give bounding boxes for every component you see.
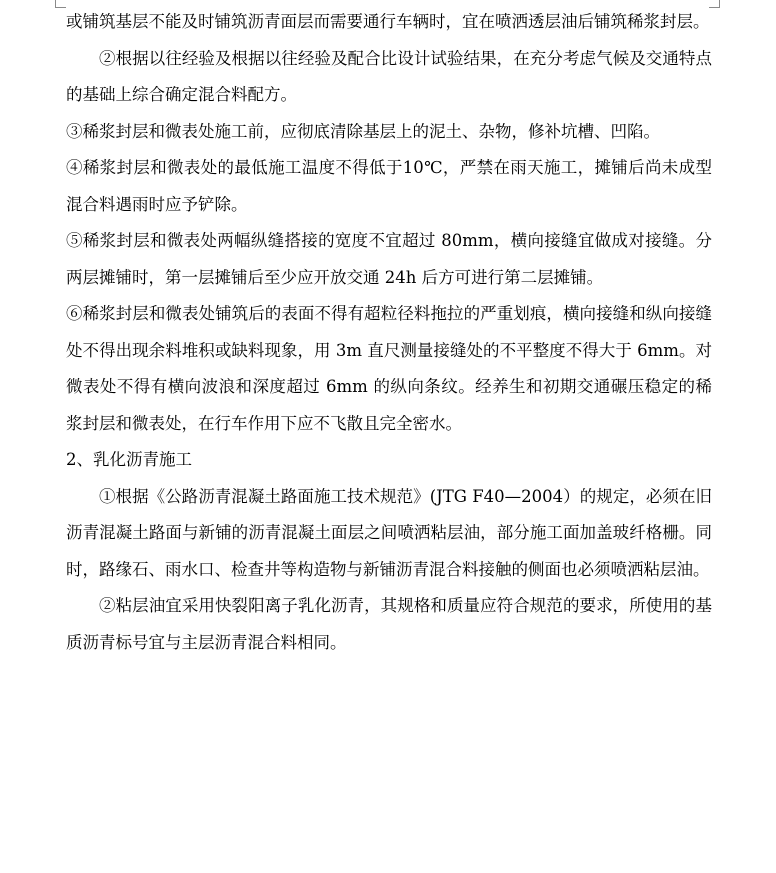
section-heading-emulsified-asphalt: 2、乳化沥青施工 bbox=[66, 450, 192, 469]
document-body bbox=[66, 4, 712, 661]
paragraph-tack-coat-specification: ①根据《公路沥青混凝土路面施工技术规范》(JTG F40—2004）的规定，必须在旧沥青混凝土路面与新铺的沥青混凝土面层之间喷洒粘层油，部分施工面加盖玻纤格栅。同时，路缘石、雨水口、检查井等构造物与新铺沥青混合料接触的侧面也必须喷洒粘层油。 bbox=[66, 486, 712, 579]
paragraph-item-5-joints: ⑤稀浆封层和微表处两幅纵缝搭接的宽度不宜超过 80mm，横向接缝宜做成对接缝。分两层摊铺时，第一层摊铺后至少应开放交通 24h 后方可进行第二层摊铺。 bbox=[66, 231, 712, 287]
paragraph-seal-layer-continuation: 或铺筑基层不能及时铺筑沥青面层而需要通行车辆时，宜在喷洒透层油后铺筑稀浆封层。 bbox=[66, 12, 710, 31]
paragraph-tack-coat-material: ②粘层油宜采用快裂阳离子乳化沥青，其规格和质量应符合规范的要求，所使用的基质沥青标号宜与主层沥青混合料相同。 bbox=[66, 596, 712, 652]
paragraph-item-6-surface-quality: ⑥稀浆封层和微表处铺筑后的表面不得有超粒径料拖拉的严重划痕，横向接缝和纵向接缝处不得出现余料堆积或缺料现象，用 3m 直尺测量接缝处的不平整度不得大于 6mm。对微表处不得有横向波浪和深度超过 6mm 的纵向条纹。经养生和初期交通碾压稳定的稀浆封层和微表处，在行车作用下应不飞散且完全密水。 bbox=[66, 304, 712, 433]
paragraph-item-2-mix-design: ②根据以往经验及根据以往经验及配合比设计试验结果，在充分考虑气候及交通特点的基础上综合确定混合料配方。 bbox=[66, 48, 712, 104]
paragraph-item-3-base-cleaning: ③稀浆封层和微表处施工前，应彻底清除基层上的泥土、杂物，修补坑槽、凹陷。 bbox=[66, 121, 660, 141]
page-corner-mark-left bbox=[55, 0, 66, 8]
paragraph-item-4-temperature: ④稀浆封层和微表处的最低施工温度不得低于10℃，严禁在雨天施工，摊铺后尚未成型混合料遇雨时应予铲除。 bbox=[66, 158, 712, 214]
